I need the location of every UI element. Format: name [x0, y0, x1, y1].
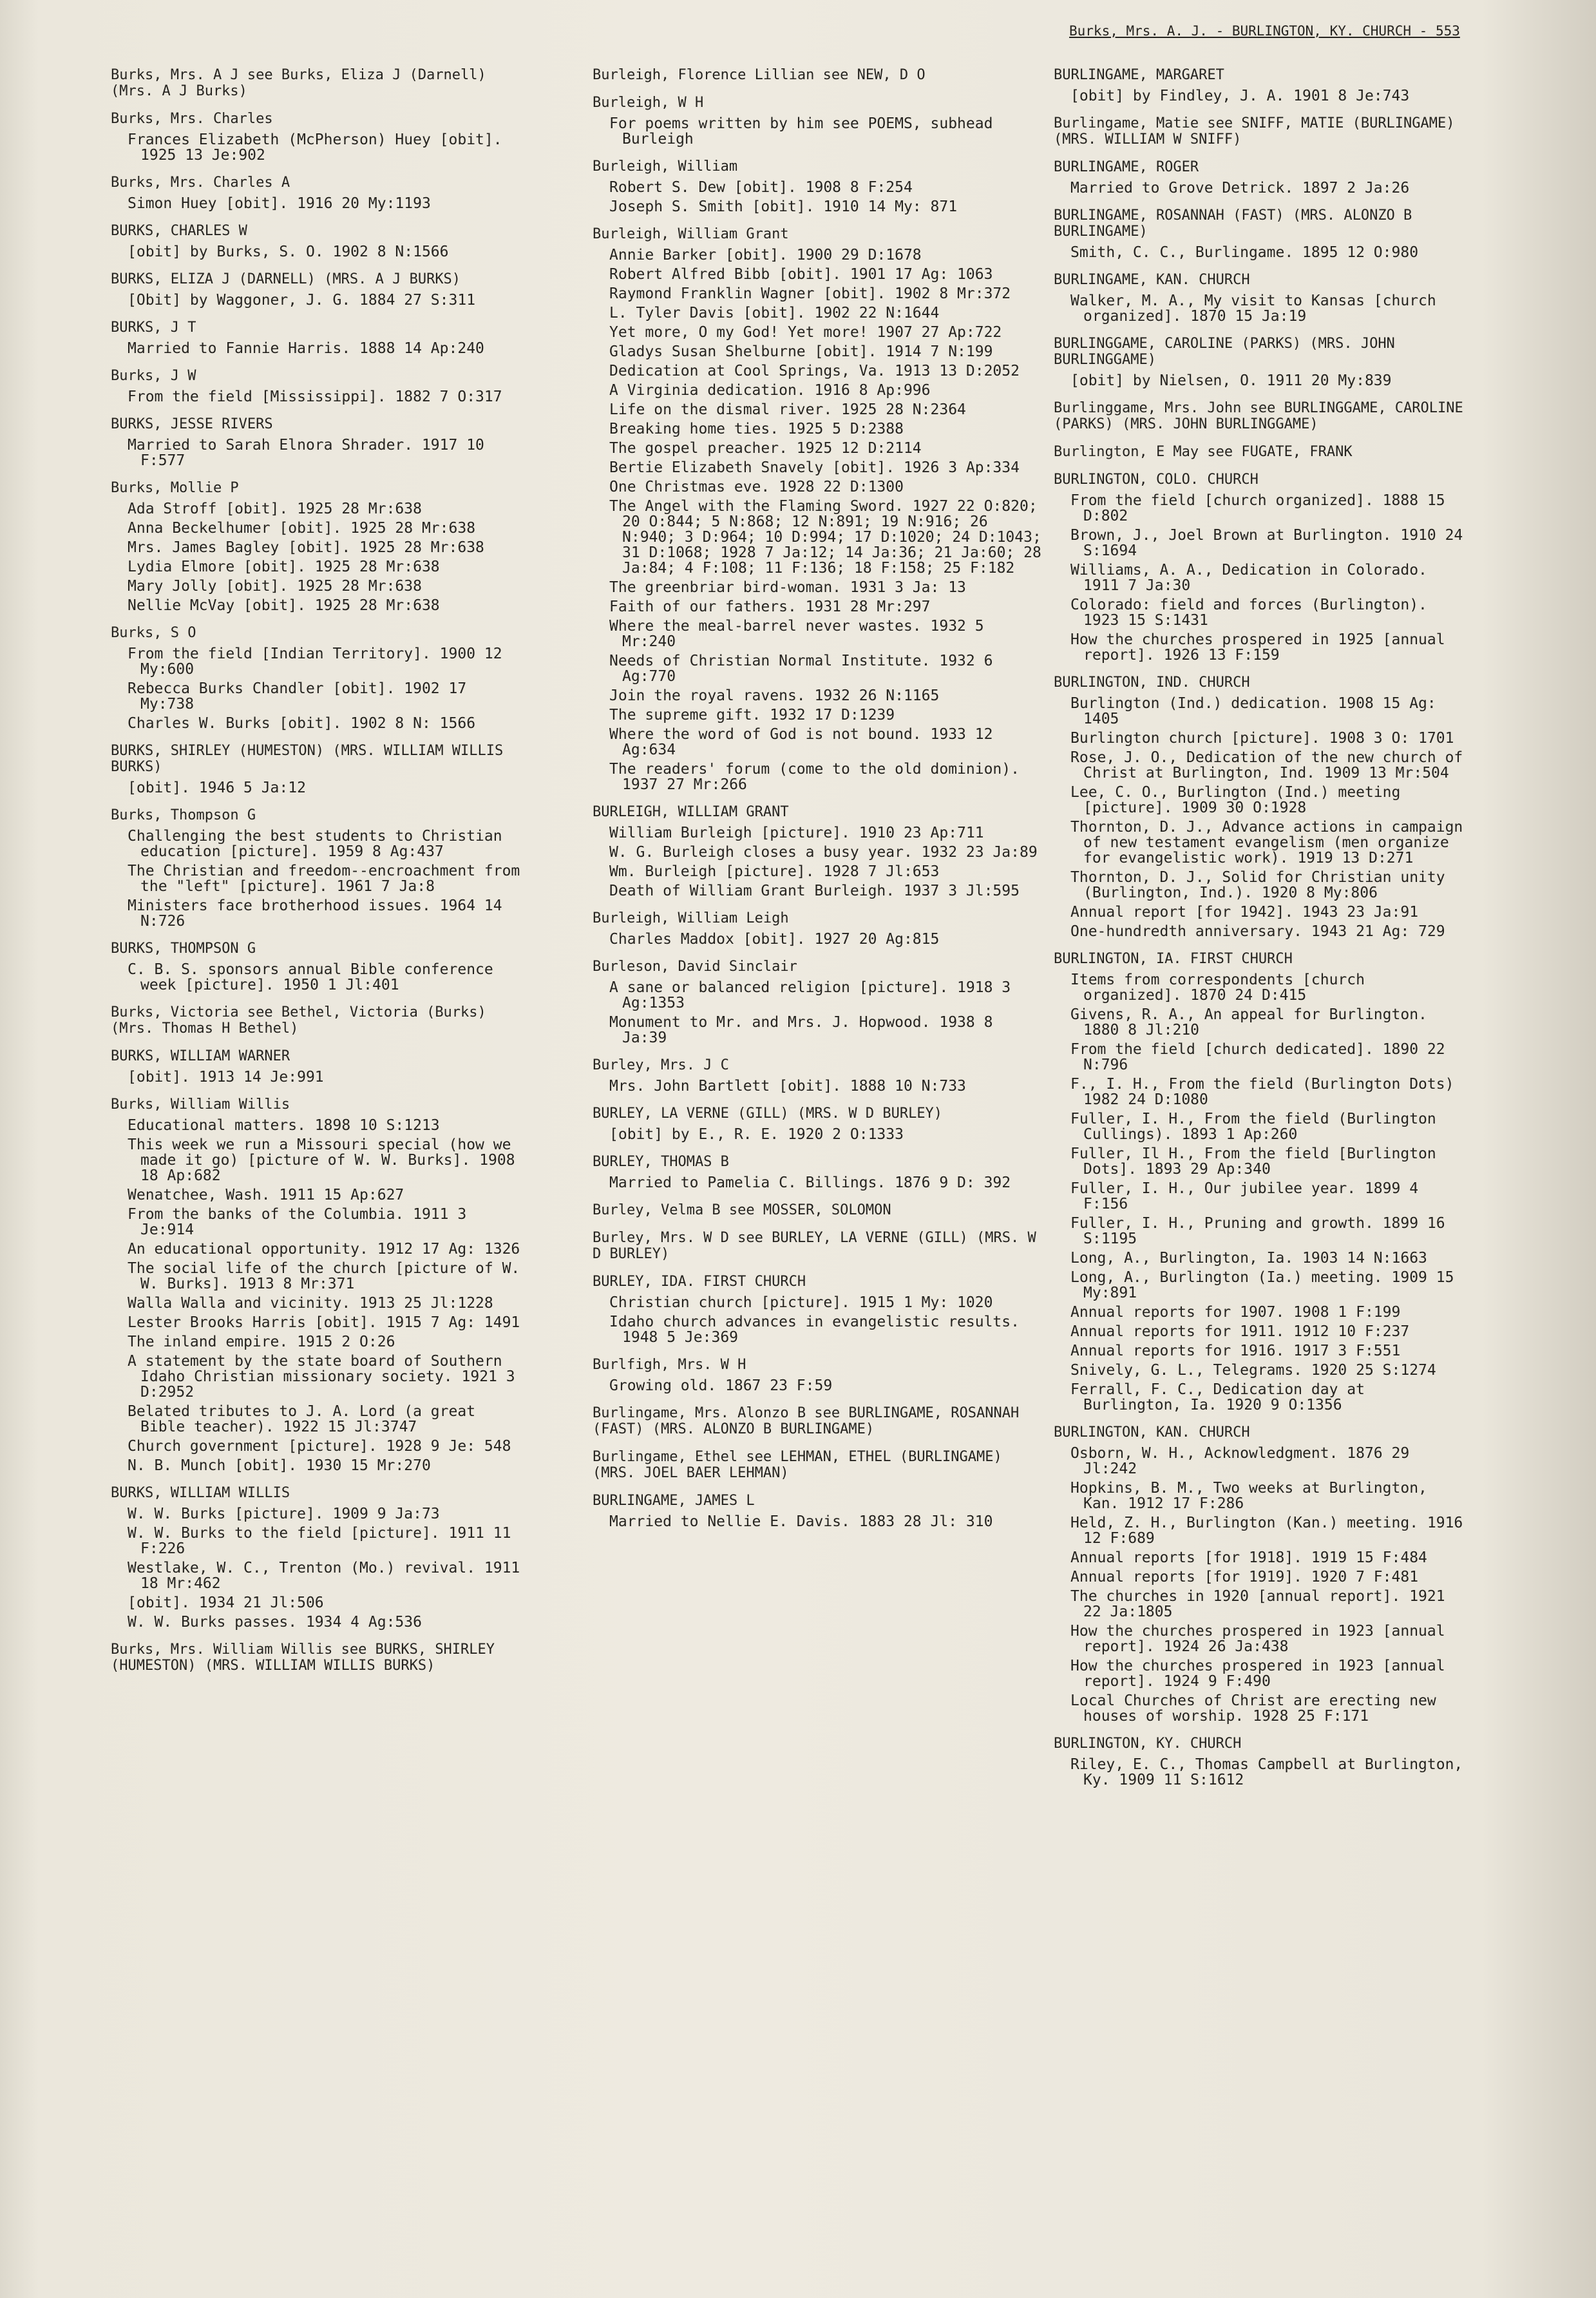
entry-citation: From the field [church organized]. 1888 15 D:802: [1070, 492, 1445, 524]
index-entry: [111, 368, 523, 405]
index-entry: [593, 1449, 1043, 1481]
index-entry: [111, 1048, 523, 1085]
entry-citation: From the field [Indian Territory]. 1900 12 My:600: [128, 646, 502, 678]
entry-citation: Local Churches of Christ are erecting new houses of worship. 1928 25 F:171: [1070, 1692, 1436, 1725]
entry-heading: BURLINGTON, KAN. CHURCH: [1054, 1424, 1250, 1441]
entry-citation: Hopkins, B. M., Two weeks at Burlington, Kan. 1912 17 F:286: [1070, 1480, 1427, 1512]
entry-heading: Burks, Victoria see Bethel, Victoria (Burks) (Mrs. Thomas H Bethel): [111, 1004, 486, 1037]
entry-citation: Married to Grove Detrick. 1897 2 Ja:26: [1070, 180, 1410, 196]
entry-heading: BURKS, J T: [111, 320, 196, 336]
entry-citation: Needs of Christian Normal Institute. 1932 6 Ag:770: [609, 653, 993, 685]
entry-heading: BURKS, JESSE RIVERS: [111, 416, 273, 432]
entry-citation: Mary Jolly [obit]. 1925 28 Mr:638: [128, 578, 422, 595]
index-entry: [1054, 336, 1463, 388]
entry-citation: For poems written by him see POEMS, subhead Burleigh: [609, 115, 993, 148]
entry-citation: Long, A., Burlington, Ia. 1903 14 N:1663: [1070, 1250, 1427, 1267]
index-entry: [111, 1642, 523, 1674]
entry-citation: Charles Maddox [obit]. 1927 20 Ag:815: [609, 931, 940, 948]
index-entry: [593, 1230, 1043, 1262]
entry-heading: BURLINGTON, IND. CHURCH: [1054, 675, 1250, 691]
entry-heading: Burlingame, Mrs. Alonzo B see BURLINGAME, ROSANNAH (FAST) (MRS. ALONZO B BURLINGAME): [593, 1405, 1020, 1437]
entry-citation: Annual reports for 1907. 1908 1 F:199: [1070, 1304, 1401, 1321]
entry-citation: [Obit] by Waggoner, J. G. 1884 27 S:311: [128, 292, 476, 309]
entry-citation: Brown, J., Joel Brown at Burlington. 1910 24 S:1694: [1070, 527, 1463, 559]
entry-heading: Burlingame, Ethel see LEHMAN, ETHEL (BURLINGAME) (MRS. JOEL BAER LEHMAN): [593, 1449, 1002, 1481]
entry-citation: Married to Nellie E. Davis. 1883 28 Jl: 310: [609, 1513, 993, 1530]
entry-citation: Simon Huey [obit]. 1916 20 My:1193: [128, 195, 431, 212]
column-middle: [593, 67, 1043, 1541]
entry-heading: BURLEY, IDA. FIRST CHURCH: [593, 1274, 806, 1290]
column-left: [111, 67, 523, 1685]
entry-heading: Burleson, David Sinclair: [593, 959, 797, 975]
entry-heading: BURKS, WILLIAM WARNER: [111, 1048, 290, 1064]
index-entry: [111, 320, 523, 356]
entry-citation: Thornton, D. J., Advance actions in campaign of new testament evangelism (men organize for evangelistic work). 1919 13 D:271: [1070, 819, 1463, 867]
index-entry: [111, 111, 523, 163]
index-entry: [593, 910, 1043, 947]
index-entry: [1054, 951, 1463, 1413]
entry-citation: Married to Fannie Harris. 1888 14 Ap:240: [128, 340, 484, 357]
index-entry: [593, 226, 1043, 792]
entry-citation: Charles W. Burks [obit]. 1902 8 N: 1566: [128, 715, 476, 732]
entry-citation: How the churches prospered in 1923 [annual report]. 1924 26 Ja:438: [1070, 1623, 1445, 1655]
index-entry: [593, 1493, 1043, 1529]
entry-citation: Williams, A. A., Dedication in Colorado. 1911 7 Ja:30: [1070, 562, 1427, 594]
entry-heading: BURLINGAME, KAN. CHURCH: [1054, 272, 1250, 288]
index-entry: [593, 1357, 1043, 1393]
entry-citation: Mrs. James Bagley [obit]. 1925 28 Mr:638: [128, 539, 484, 556]
entry-citation: Lee, C. O., Burlington (Ind.) meeting [picture]. 1909 30 O:1928: [1070, 784, 1401, 816]
entry-citation: Westlake, W. C., Trenton (Mo.) revival. 1911 18 Mr:462: [128, 1560, 520, 1592]
entry-citation: Fuller, Il H., From the field [Burlington Dots]. 1893 29 Ap:340: [1070, 1145, 1436, 1178]
entry-citation: Osborn, W. H., Acknowledgment. 1876 29 Jl:242: [1070, 1445, 1410, 1477]
entry-citation: Breaking home ties. 1925 5 D:2388: [609, 421, 904, 437]
index-entry: [1054, 472, 1463, 663]
entry-citation: Anna Beckelhumer [obit]. 1925 28 Mr:638: [128, 520, 476, 537]
index-entry: [593, 1405, 1043, 1437]
entry-citation: Annie Barker [obit]. 1900 29 D:1678: [609, 247, 922, 263]
index-entry: [593, 67, 1043, 83]
entry-citation: L. Tyler Davis [obit]. 1902 22 N:1644: [609, 305, 940, 321]
entry-citation: Challenging the best students to Christian education [picture]. 1959 8 Ag:437: [128, 828, 502, 860]
entry-citation: The gospel preacher. 1925 12 D:2114: [609, 440, 922, 457]
entry-citation: Raymond Franklin Wagner [obit]. 1902 8 Mr:372: [609, 285, 1011, 302]
entry-heading: Burks, S O: [111, 625, 196, 641]
entry-citation: One-hundredth anniversary. 1943 21 Ag: 729: [1070, 923, 1445, 940]
entry-heading: BURLINGTON, KY. CHURCH: [1054, 1736, 1242, 1752]
entry-citation: The inland empire. 1915 2 O:26: [128, 1334, 395, 1350]
entry-heading: Burlingame, Matie see SNIFF, MATIE (BURLINGAME) (MRS. WILLIAM W SNIFF): [1054, 115, 1455, 148]
entry-citation: Gladys Susan Shelburne [obit]. 1914 7 N:199: [609, 343, 993, 360]
index-entry: [111, 67, 523, 99]
index-entry: [593, 1154, 1043, 1191]
entry-citation: How the churches prospered in 1923 [annual report]. 1924 9 F:490: [1070, 1658, 1445, 1690]
index-entry: [593, 1106, 1043, 1142]
entry-citation: Educational matters. 1898 10 S:1213: [128, 1117, 440, 1134]
index-entry: [111, 1096, 523, 1473]
entry-citation: The greenbriar bird-woman. 1931 3 Ja: 13: [609, 579, 966, 596]
entry-citation: The churches in 1920 [annual report]. 1921 22 Ja:1805: [1070, 1588, 1445, 1620]
entry-citation: Nellie McVay [obit]. 1925 28 Mr:638: [128, 597, 440, 614]
entry-heading: BURLINGAME, ROSANNAH (FAST) (MRS. ALONZO B BURLINGAME): [1054, 207, 1412, 240]
entry-citation: Riley, E. C., Thomas Campbell at Burlington, Ky. 1909 11 S:1612: [1070, 1756, 1463, 1788]
entry-citation: Join the royal ravens. 1932 26 N:1165: [609, 687, 940, 704]
entry-citation: Ministers face brotherhood issues. 1964 14 N:726: [128, 897, 502, 930]
entry-heading: Burlinggame, Mrs. John see BURLINGGAME, CAROLINE (PARKS) (MRS. JOHN BURLINGGAME): [1054, 400, 1463, 432]
entry-heading: Burlington, E May see FUGATE, FRANK: [1054, 444, 1353, 460]
index-entry: [111, 480, 523, 613]
entry-citation: Snively, G. L., Telegrams. 1920 25 S:1274: [1070, 1362, 1436, 1379]
index-entry: [111, 271, 523, 308]
entry-citation: Growing old. 1867 23 F:59: [609, 1377, 833, 1394]
entry-citation: Walker, M. A., My visit to Kansas [church organized]. 1870 15 Ja:19: [1070, 292, 1436, 325]
entry-heading: BURKS, CHARLES W: [111, 223, 247, 239]
entry-heading: Burlfigh, Mrs. W H: [593, 1357, 746, 1373]
entry-heading: BURLEIGH, WILLIAM GRANT: [593, 804, 789, 820]
index-entry: [1054, 272, 1463, 324]
index-entry: [1054, 675, 1463, 939]
entry-heading: Burleigh, W H: [593, 95, 704, 111]
index-entry: [593, 804, 1043, 899]
entry-citation: Long, A., Burlington (Ia.) meeting. 1909 15 My:891: [1070, 1269, 1454, 1301]
entry-citation: William Burleigh [picture]. 1910 23 Ap:711: [609, 825, 984, 841]
entry-citation: W. G. Burleigh closes a busy year. 1932 23 Ja:89: [609, 844, 1038, 861]
entry-citation: Robert Alfred Bibb [obit]. 1901 17 Ag: 1063: [609, 266, 993, 283]
entry-citation: A statement by the state board of Southern Idaho Christian missionary society. 1921 3 D:2952: [128, 1353, 515, 1401]
entry-heading: Burks, Mollie P: [111, 480, 239, 496]
entry-heading: Burleigh, Florence Lillian see NEW, D O: [593, 67, 926, 83]
entry-heading: Burley, Mrs. J C: [593, 1057, 729, 1073]
entry-citation: Frances Elizabeth (McPherson) Huey [obit]. 1925 13 Je:902: [128, 131, 502, 164]
entry-citation: Ada Stroff [obit]. 1925 28 Mr:638: [128, 501, 422, 517]
index-entry: [593, 1202, 1043, 1218]
entry-citation: Idaho church advances in evangelistic results. 1948 5 Je:369: [609, 1314, 1020, 1346]
entry-citation: Annual reports [for 1918]. 1919 15 F:484: [1070, 1549, 1427, 1566]
index-entry: [111, 1004, 523, 1037]
entry-heading: BURLINGAME, ROGER: [1054, 159, 1199, 175]
entry-citation: Faith of our fathers. 1931 28 Mr:297: [609, 598, 931, 615]
entry-citation: Walla Walla and vicinity. 1913 25 Jl:1228: [128, 1295, 493, 1312]
entry-citation: Annual report [for 1942]. 1943 23 Ja:91: [1070, 904, 1419, 921]
entry-citation: How the churches prospered in 1925 [annual report]. 1926 13 F:159: [1070, 631, 1445, 664]
entry-citation: A Virginia dedication. 1916 8 Ap:996: [609, 382, 931, 399]
index-entry: [1054, 159, 1463, 196]
entry-citation: C. B. S. sponsors annual Bible conference week [picture]. 1950 1 Jl:401: [128, 961, 493, 993]
entry-citation: The social life of the church [picture of W. W. Burks]. 1913 8 Mr:371: [128, 1260, 520, 1292]
entry-citation: The Angel with the Flaming Sword. 1927 22 O:820; 20 O:844; 5 N:868; 12 N:891; 19 N:916; 26 N:940; 3 D:964; 10 D:994; 17 D:1020; 24 D:1043; 31 D:1068; 1928 7 Ja:12; 14 Ja:36; 21 Ja:60; 28 Ja:84; 4 F:108; 11 F:136; 18 F:158; 25 F:182: [609, 498, 1041, 577]
running-header: Burks, Mrs. A. J. - BURLINGTON, KY. CHURCH - 553: [1069, 23, 1460, 39]
entry-citation: Annual reports [for 1919]. 1920 7 F:481: [1070, 1569, 1419, 1585]
entry-citation: Bertie Elizabeth Snavely [obit]. 1926 3 Ap:334: [609, 459, 1020, 476]
entry-heading: BURLEY, THOMAS B: [593, 1154, 729, 1170]
entry-citation: Fuller, I. H., Our jubilee year. 1899 4 F:156: [1070, 1180, 1419, 1212]
entry-heading: BURKS, ELIZA J (DARNELL) (MRS. A J BURKS): [111, 271, 461, 287]
entry-citation: Christian church [picture]. 1915 1 My: 1020: [609, 1294, 993, 1311]
entry-citation: Burlington church [picture]. 1908 3 O: 1701: [1070, 730, 1454, 747]
entry-citation: Where the meal-barrel never wastes. 1932 5 Mr:240: [609, 618, 984, 650]
entry-citation: [obit] by Burks, S. O. 1902 8 N:1566: [128, 244, 449, 260]
entry-citation: Ferrall, F. C., Dedication day at Burlington, Ia. 1920 9 O:1356: [1070, 1381, 1365, 1413]
entry-citation: Yet more, O my God! Yet more! 1907 27 Ap:722: [609, 324, 1002, 341]
entry-citation: A sane or balanced religion [picture]. 1918 3 Ag:1353: [609, 979, 1011, 1011]
index-entry: [1054, 207, 1463, 260]
entry-heading: BURLINGAME, MARGARET: [1054, 67, 1224, 83]
entry-heading: Burleigh, William: [593, 158, 738, 175]
entry-citation: Mrs. John Bartlett [obit]. 1888 10 N:733: [609, 1078, 966, 1095]
index-entry: [1054, 67, 1463, 104]
entry-citation: Annual reports for 1916. 1917 3 F:551: [1070, 1343, 1401, 1359]
entry-citation: Held, Z. H., Burlington (Kan.) meeting. 1916 12 F:689: [1070, 1515, 1463, 1547]
entry-heading: Burks, Mrs. A J see Burks, Eliza J (Darnell)(Mrs. A J Burks): [111, 67, 486, 99]
entry-citation: [obit]. 1934 21 Jl:506: [128, 1594, 324, 1611]
entry-citation: The supreme gift. 1932 17 D:1239: [609, 707, 895, 723]
entry-citation: Monument to Mr. and Mrs. J. Hopwood. 1938 8 Ja:39: [609, 1014, 993, 1046]
entry-heading: BURLEY, LA VERNE (GILL) (MRS. W D BURLEY): [593, 1106, 943, 1122]
entry-citation: Wenatchee, Wash. 1911 15 Ap:627: [128, 1187, 404, 1203]
index-entry: [111, 223, 523, 260]
entry-citation: Thornton, D. J., Solid for Christian unity (Burlington, Ind.). 1920 8 My:806: [1070, 869, 1445, 901]
entry-heading: BURKS, SHIRLEY (HUMESTON) (MRS. WILLIAM WILLIS BURKS): [111, 743, 504, 775]
entry-citation: N. B. Munch [obit]. 1930 15 Mr:270: [128, 1457, 431, 1474]
index-entry: [593, 95, 1043, 147]
entry-citation: Belated tributes to J. A. Lord (a great Bible teacher). 1922 15 Jl:3747: [128, 1403, 476, 1435]
entry-citation: An educational opportunity. 1912 17 Ag: 1326: [128, 1241, 520, 1258]
entry-citation: From the banks of the Columbia. 1911 3 Je:914: [128, 1206, 467, 1238]
entry-citation: This week we run a Missouri special (how we made it go) [picture of W. W. Burks]. 1908 18 Ap:682: [128, 1136, 515, 1184]
entry-citation: One Christmas eve. 1928 22 D:1300: [609, 479, 904, 495]
entry-citation: From the field [Mississippi]. 1882 7 O:317: [128, 388, 502, 405]
entry-heading: BURLINGAME, JAMES L: [593, 1493, 755, 1509]
index-entry: [111, 175, 523, 211]
index-entry: [1054, 1424, 1463, 1724]
entry-heading: Burks, Mrs. Charles A: [111, 175, 290, 191]
entry-citation: Colorado: field and forces (Burlington). 1923 15 S:1431: [1070, 597, 1427, 629]
entry-citation: Joseph S. Smith [obit]. 1910 14 My: 871: [609, 198, 958, 215]
entry-citation: [obit]. 1946 5 Ja:12: [128, 780, 306, 796]
entry-citation: Life on the dismal river. 1925 28 N:2364: [609, 401, 966, 418]
entry-heading: Burks, Thompson G: [111, 807, 256, 823]
entry-heading: Burleigh, William Leigh: [593, 910, 789, 926]
index-entry: [593, 1274, 1043, 1345]
entry-citation: [obit] by Nielsen, O. 1911 20 My:839: [1070, 372, 1392, 389]
entry-citation: F., I. H., From the field (Burlington Dots) 1982 24 D:1080: [1070, 1076, 1454, 1108]
entry-citation: Wm. Burleigh [picture]. 1928 7 Jl:653: [609, 863, 940, 880]
entry-citation: Married to Sarah Elnora Shrader. 1917 10 F:577: [128, 437, 484, 469]
entry-citation: Smith, C. C., Burlingame. 1895 12 O:980: [1070, 244, 1419, 261]
entry-citation: [obit] by Findley, J. A. 1901 8 Je:743: [1070, 88, 1410, 104]
entry-citation: [obit] by E., R. E. 1920 2 O:1333: [609, 1126, 904, 1143]
entry-citation: From the field [church dedicated]. 1890 22 N:796: [1070, 1041, 1445, 1073]
entry-citation: W. W. Burks [picture]. 1909 9 Ja:73: [128, 1506, 440, 1522]
entry-heading: Burks, J W: [111, 368, 196, 384]
entry-heading: Burks, Mrs. William Willis see BURKS, SHIRLEY (HUMESTON) (MRS. WILLIAM WILLIS BURKS): [111, 1642, 495, 1674]
entry-citation: Where the word of God is not bound. 1933 12 Ag:634: [609, 726, 993, 758]
entry-citation: Church government [picture]. 1928 9 Je: 548: [128, 1438, 511, 1455]
index-entry: [111, 416, 523, 468]
entry-heading: Burley, Velma B see MOSSER, SOLOMON: [593, 1202, 891, 1218]
index-entry: [1054, 115, 1463, 148]
index-entry: [1054, 400, 1463, 432]
entry-heading: BURKS, THOMPSON G: [111, 941, 256, 957]
entry-heading: BURLINGTON, IA. FIRST CHURCH: [1054, 951, 1293, 967]
index-entry: [593, 959, 1043, 1046]
entry-citation: Lester Brooks Harris [obit]. 1915 7 Ag: 1491: [128, 1314, 520, 1331]
index-entry: [1054, 444, 1463, 460]
entry-citation: The Christian and freedom--encroachment from the "left" [picture]. 1961 7 Ja:8: [128, 863, 520, 895]
entry-citation: Items from correspondents [church organized]. 1870 24 D:415: [1070, 972, 1365, 1004]
entry-heading: BURLINGTON, COLO. CHURCH: [1054, 472, 1259, 488]
entry-heading: BURLINGGAME, CAROLINE (PARKS) (MRS. JOHN BURLINGGAME): [1054, 336, 1395, 368]
entry-citation: W. W. Burks passes. 1934 4 Ag:536: [128, 1614, 422, 1631]
column-right: [1054, 67, 1463, 1799]
entry-heading: Burleigh, William Grant: [593, 226, 789, 242]
index-entry: [1054, 1736, 1463, 1788]
entry-citation: Rebecca Burks Chandler [obit]. 1902 17 My:738: [128, 680, 467, 713]
entry-citation: Rose, J. O., Dedication of the new church of Christ at Burlington, Ind. 1909 13 Mr:504: [1070, 749, 1463, 781]
entry-heading: BURKS, WILLIAM WILLIS: [111, 1485, 290, 1501]
index-entry: [593, 158, 1043, 215]
entry-citation: Lydia Elmore [obit]. 1925 28 Mr:638: [128, 559, 440, 575]
entry-citation: Fuller, I. H., From the field (Burlington Cullings). 1893 1 Ap:260: [1070, 1111, 1436, 1143]
entry-citation: Married to Pamelia C. Billings. 1876 9 D: 392: [609, 1174, 1011, 1191]
entry-citation: Annual reports for 1911. 1912 10 F:237: [1070, 1323, 1410, 1340]
entry-heading: Burks, William Willis: [111, 1096, 290, 1113]
entry-citation: Givens, R. A., An appeal for Burlington. 1880 8 Jl:210: [1070, 1006, 1427, 1039]
entry-heading: Burley, Mrs. W D see BURLEY, LA VERNE (GILL) (MRS. W D BURLEY): [593, 1230, 1036, 1262]
entry-citation: Dedication at Cool Springs, Va. 1913 13 D:2052: [609, 363, 1020, 379]
index-entry: [593, 1057, 1043, 1094]
entry-citation: Burlington (Ind.) dedication. 1908 15 Ag: 1405: [1070, 695, 1436, 727]
entry-citation: The readers' forum (come to the old dominion). 1937 27 Mr:266: [609, 761, 1020, 793]
index-entry: [111, 1485, 523, 1630]
index-entry: [111, 625, 523, 731]
index-entry: [111, 941, 523, 993]
entry-citation: Robert S. Dew [obit]. 1908 8 F:254: [609, 179, 913, 196]
entry-citation: Death of William Grant Burleigh. 1937 3 Jl:595: [609, 883, 1020, 899]
entry-heading: Burks, Mrs. Charles: [111, 111, 273, 127]
entry-citation: Fuller, I. H., Pruning and growth. 1899 16 S:1195: [1070, 1215, 1445, 1247]
index-entry: [111, 743, 523, 796]
entry-citation: [obit]. 1913 14 Je:991: [128, 1069, 324, 1086]
entry-citation: W. W. Burks to the field [picture]. 1911 11 F:226: [128, 1525, 511, 1557]
index-entry: [111, 807, 523, 929]
